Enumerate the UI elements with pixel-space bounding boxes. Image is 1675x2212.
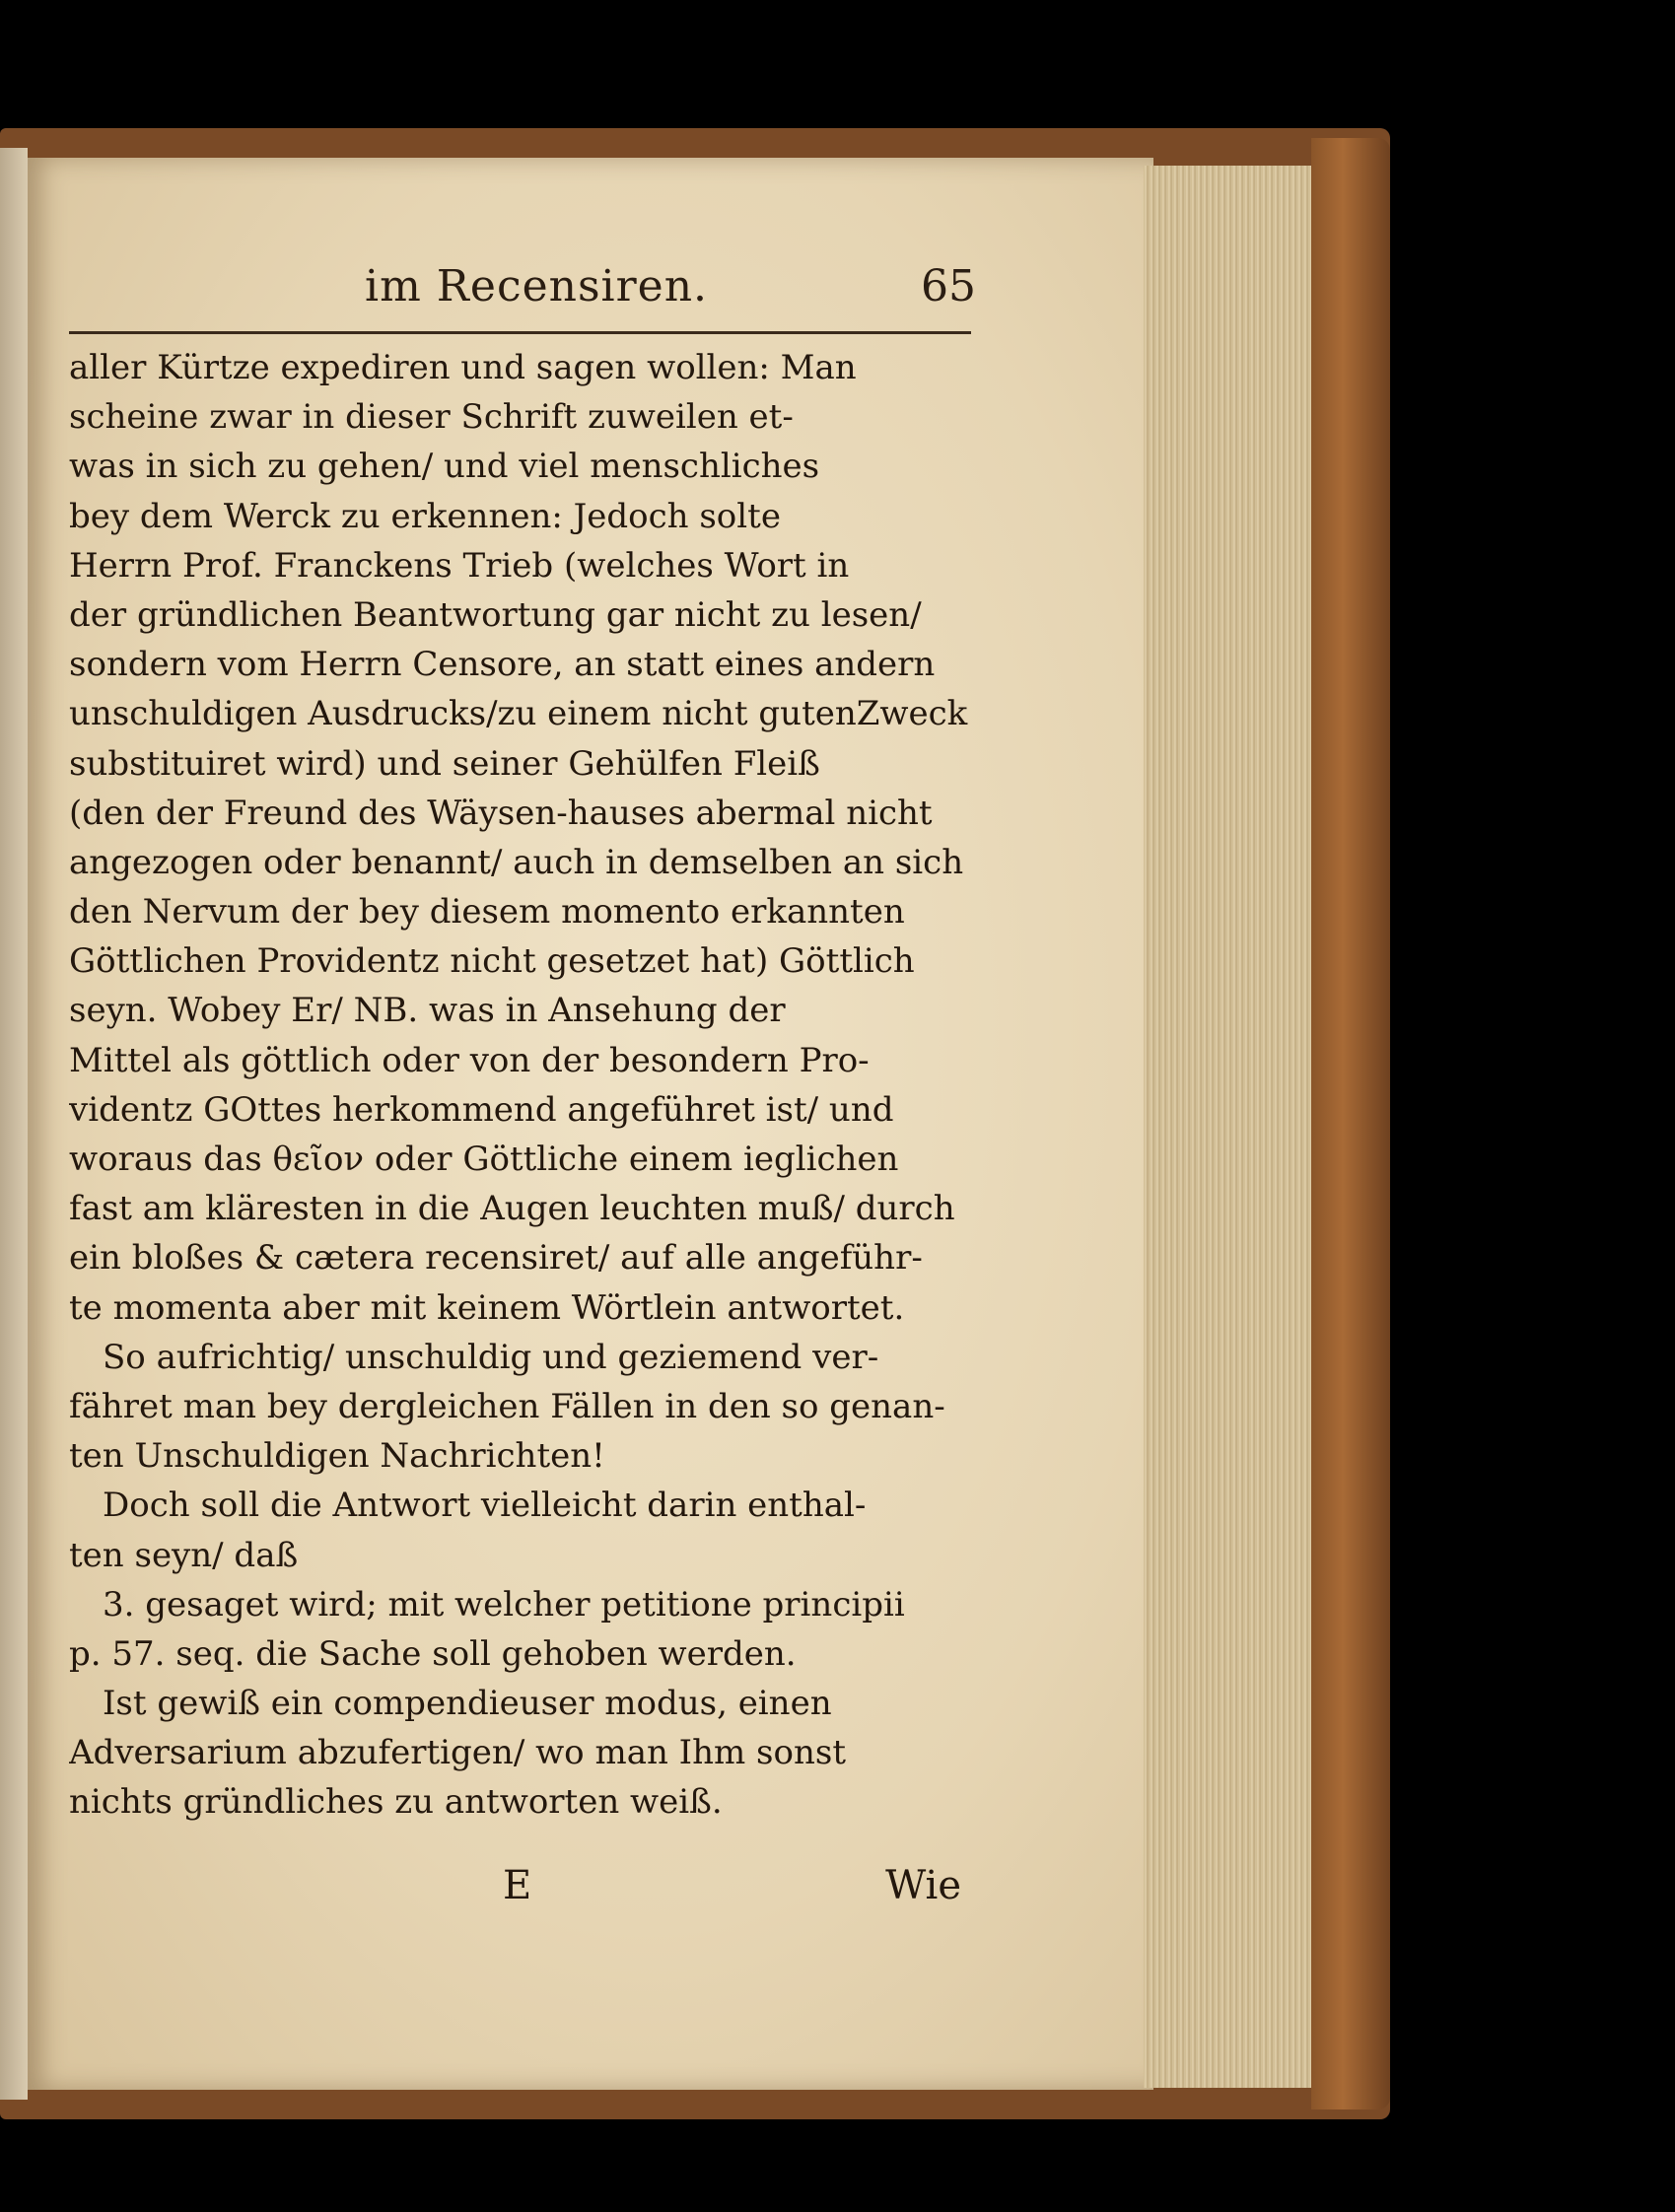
text-line: was in sich zu gehen/ und viel menschliches bbox=[69, 447, 820, 487]
text-line: nichts gründliches zu antworten weiß. bbox=[69, 1782, 723, 1823]
text-line: Herrn Prof. Franckens Trieb (welches Wort in bbox=[69, 545, 850, 586]
text-line: angezogen oder benannt/ auch in demselben an sich bbox=[69, 842, 964, 882]
text-line: Göttlichen Providentz nicht gesetzet hat) Göttlich bbox=[69, 941, 915, 982]
text-line: ten Unschuldigen Nachrichten! bbox=[69, 1436, 605, 1477]
text-line: 3. gesaget wird; mit welcher petitione principii bbox=[103, 1584, 905, 1624]
page-number: 65 bbox=[921, 261, 976, 311]
text-line: (den der Freund des Wäysen-hauses abermal nicht bbox=[69, 793, 933, 833]
text-line: Doch soll die Antwort vielleicht darin enthal- bbox=[103, 1486, 867, 1526]
running-title: im Recensiren. bbox=[365, 261, 709, 311]
text-line: p. 57. seq. die Sache soll gehoben werden. bbox=[69, 1633, 797, 1674]
text-line: te momenta aber mit keinem Wörtlein antwortet. bbox=[69, 1287, 905, 1328]
signature-mark: E bbox=[503, 1863, 532, 1908]
text-line: fähret man bey dergleichen Fällen in den so genan- bbox=[69, 1386, 945, 1426]
text-line: bey dem Werck zu erkennen: Jedoch solte bbox=[69, 496, 781, 536]
text-line: der gründlichen Beantwortung gar nicht zu lesen/ bbox=[69, 594, 922, 635]
text-line: fast am kläresten in die Augen leuchten muß/ durch bbox=[69, 1189, 955, 1229]
text-line: unschuldigen Ausdrucks/zu einem nicht gutenZweck bbox=[69, 694, 968, 734]
running-head bbox=[69, 261, 976, 320]
text-line: Mittel als göttlich oder von der besondern Pro- bbox=[69, 1040, 870, 1080]
text-line: aller Kürtze expediren und sagen wollen: Man bbox=[69, 348, 857, 387]
text-line: seyn. Wobey Er/ NB. was in Ansehung der bbox=[69, 991, 786, 1031]
text-line: scheine zwar in dieser Schrift zuweilen et- bbox=[69, 397, 794, 438]
page-footer bbox=[69, 1863, 971, 1922]
body-text bbox=[69, 343, 971, 1828]
text-line: Ist gewiß ein compendieuser modus, einen bbox=[103, 1684, 832, 1724]
text-line: ein bloßes & cætera recensiret/ auf alle angeführ- bbox=[69, 1238, 923, 1279]
text-line: videntz GOttes herkommend angeführet ist/ und bbox=[69, 1089, 894, 1130]
left-page-edge bbox=[0, 148, 28, 2100]
text-line: Adversarium abzufertigen/ wo man Ihm sonst bbox=[69, 1733, 846, 1773]
text-line: den Nervum der bey diesem momento erkannten bbox=[69, 892, 905, 933]
text-line: sondern vom Herrn Censore, an statt eines andern bbox=[69, 645, 936, 685]
text-line: substituiret wird) und seiner Gehülfen Fleiß bbox=[69, 743, 820, 784]
cover-spine-edge bbox=[1311, 138, 1390, 2109]
text-line: woraus das θεῖον oder Göttliche einem ieglichen bbox=[69, 1140, 899, 1179]
header-rule bbox=[69, 331, 971, 334]
page-block-edges bbox=[1144, 166, 1317, 2088]
text-line: ten seyn/ daß bbox=[69, 1535, 299, 1575]
text-line: So aufrichtig/ unschuldig und geziemend ver- bbox=[103, 1337, 879, 1377]
catchword: Wie bbox=[885, 1863, 961, 1908]
